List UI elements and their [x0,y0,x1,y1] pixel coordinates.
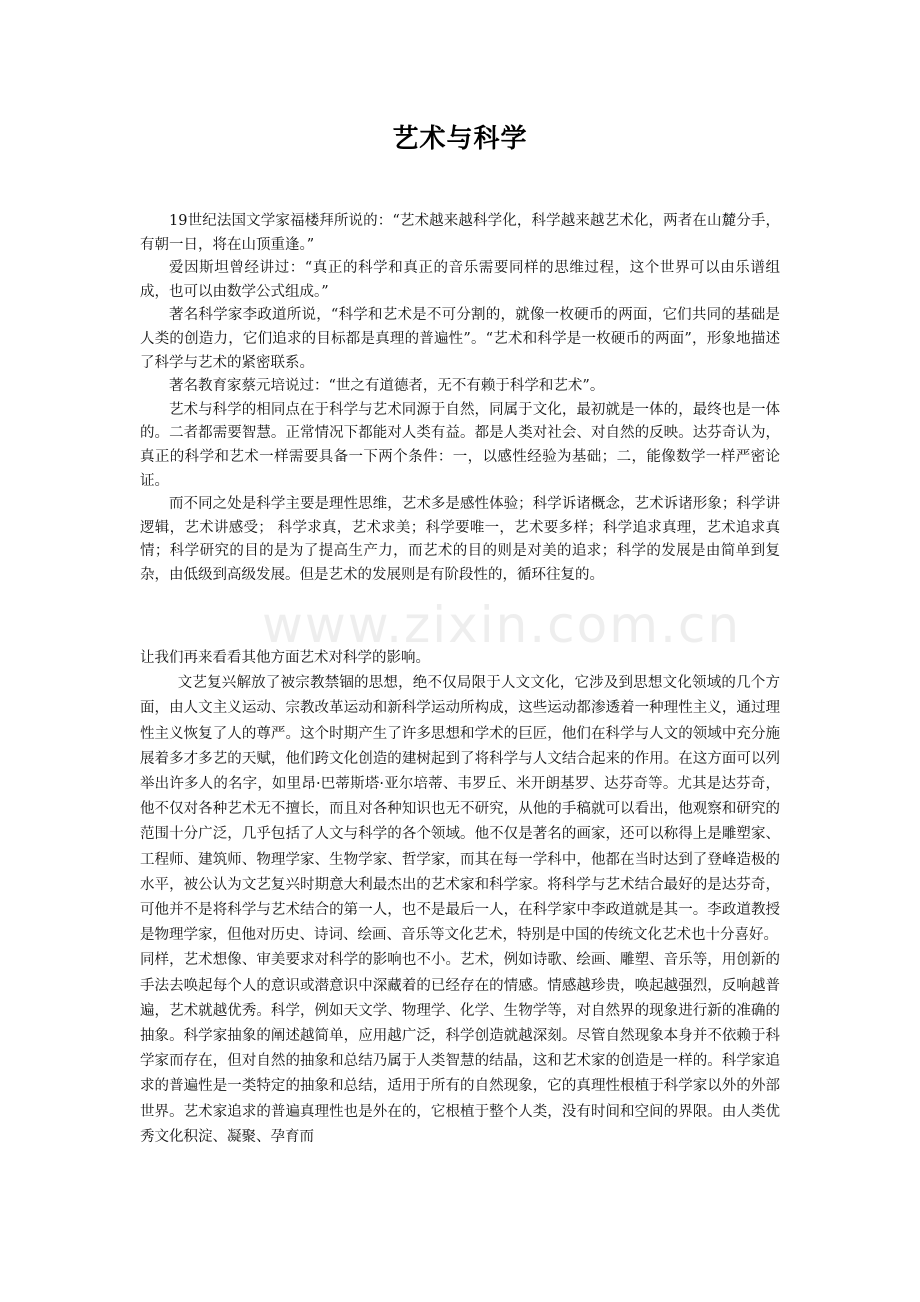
document-body-part2 [140,646,780,1150]
document-title: 艺术与科学 [392,124,528,154]
paragraph-cai-yuanpei-quote: 著名教育家蔡元培说过：“世之有道德者，无不有赖于科学和艺术”。 [169,378,605,395]
paragraph-transition: 让我们再来看看其他方面艺术对科学的影响。 [140,650,430,666]
paragraph-flaubert-quote: 19世纪法国文学家福楼拜所说的：“艺术越来越科学化，科学越来越艺术化，两者在山麓分手，有朝一日，将在山顶重逢。” [140,213,780,253]
paragraph-lee-tsung-dao-quote: 著名科学家李政道所说，“科学和艺术是不可分割的，就像一枚硬币的两面，它们共同的基础是人类的创造力，它们追求的目标都是真理的普遍性”。“艺术和科学是一枚硬币的两面”，形象地描述了科学与艺术的紧密联系。 [140,307,780,371]
paragraph-similarities: 艺术与科学的相同点在于科学与艺术同源于自然，同属于文化，最初就是一体的，最终也是一体的。二者都需要智慧。正常情况下都能对人类有益。都是人类对社会、对自然的反映。达芬奇认为，真正的科学和艺术一样需要具备一下两个条件：一，以感性经验为基础；二，能像数学一样严密论证。 [140,401,780,489]
paragraph-einstein-quote: 爱因斯坦曾经讲过：“真正的科学和真正的音乐需要同样的思维过程，这个世界可以由乐谱组成，也可以由数学公式组成。” [140,260,780,300]
paragraph-art-influence: 同样，艺术想像、审美要求对科学的影响也不小。艺术，例如诗歌、绘画、雕塑、音乐等，用创新的手法去唤起每个人的意识或潜意识中深藏着的已经存在的情感。情感越珍贵，唤起越强烈，反响越普遍，艺术就越优秀。科学，例如天文学、物理学、化学、生物学等，对自然界的现象进行新的准确的抽象。科学家抽象的阐述越简单，应用越广泛，科学创造就越深刻。尽管自然现象本身并不依赖于科学家而存在，但对自然的抽象和总结乃属于人类智慧的结晶，这和艺术家的创造是一样的。科学家追求的普遍性是一类特定的抽象和总结，适用于所有的自然现象，它的真理性根植于科学家以外的外部世界。艺术家追求的普遍真理性也是外在的，它根植于整个人类，没有时间和空间的界限。由人类优秀文化积淀、凝聚、孕育而 [140,952,780,1145]
document-body-part1 [140,210,780,588]
paragraph-renaissance: 文艺复兴解放了被宗教禁锢的思想，绝不仅局限于人文文化，它涉及到思想文化领域的几个方面，由人文主义运动、宗教改革运动和新科学运动所构成，这些运动都渗透着一种理性主义，通过理性主义恢复了人的尊严。这个时期产生了许多思想和学术的巨匠，他们在科学与人文的领域中充分施展着多才多艺的天赋，他们跨文化创造的建树起到了将科学与人文结合起来的作用。在这方面可以列举出许多人的名字，如里昂·巴蒂斯塔·亚尔培蒂、韦罗丘、米开朗基罗、达芬奇等。尤其是达芬奇，他不仅对各种艺术无不擅长，而且对各种知识也无不研究，从他的手稿就可以看出，他观察和研究的范围十分广泛，几乎包括了人文与科学的各个领域。他不仅是著名的画家，还可以称得上是雕塑家、工程师、建筑师、物理学家、生物学家、哲学家，而其在每一学科中，他都在当时达到了登峰造极的水平，被公认为文艺复兴时期意大利最杰出的艺术家和科学家。将科学与艺术结合最好的是达芬奇，可他并不是将科学与艺术结合的第一人，也不是最后一人，在科学家中李政道就是其一。李政道教授是物理学家，但他对历史、诗词、绘画、音乐等文化艺术，特别是中国的传统文化艺术也十分喜好。 [140,675,780,944]
watermark-text: www.zixin.com.cn [262,596,742,654]
paragraph-differences: 而不同之处是科学主要是理性思维，艺术多是感性体验；科学诉诸概念，艺术诉诸形象；科学讲逻辑，艺术讲感受； 科学求真，艺术求美；科学要唯一，艺术要多样；科学追求真理，艺术追求真情；科学研究的目的是为了提高生产力，而艺术的目的则是对美的追求；科学的发展是由简单到复杂，由低级到高级发展。但是艺术的发展则是有阶段性的，循环往复的。 [140,496,780,583]
